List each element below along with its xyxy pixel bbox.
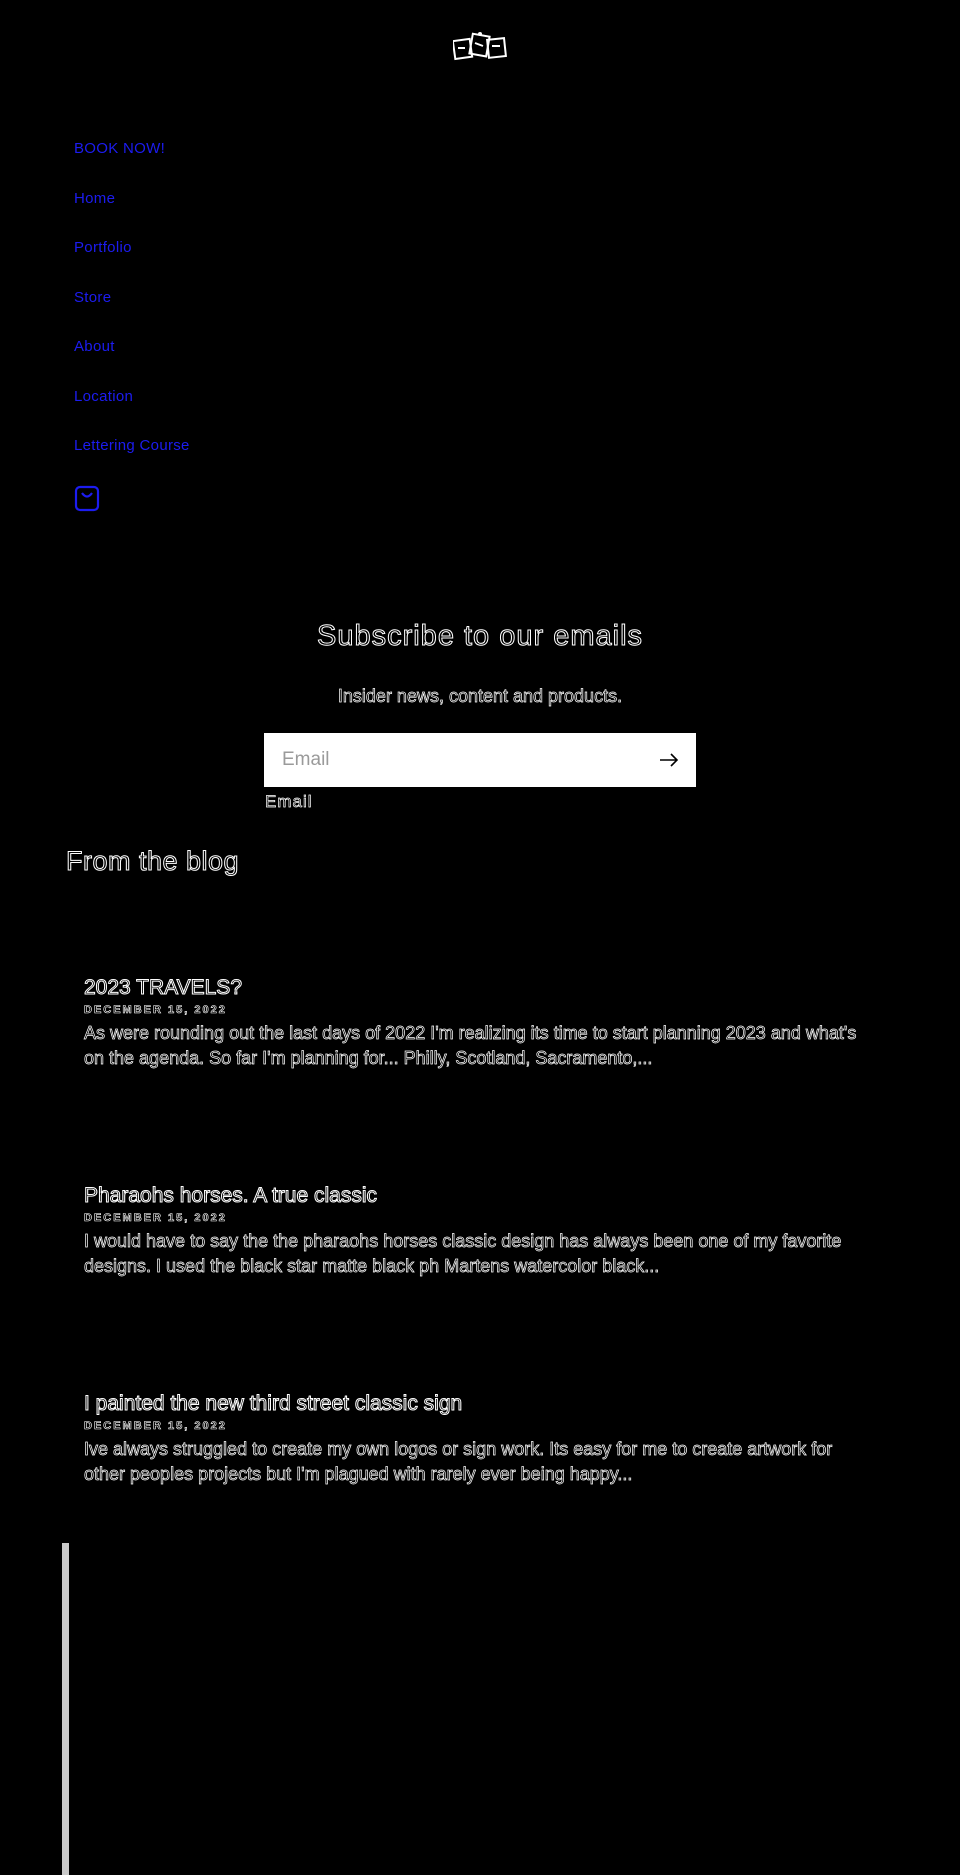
blog-post-excerpt: Ive always struggled to create my own logos or sign work. Its easy for me to create artwork for other peoples projects but I'm plagued with rarely ever being happy...	[84, 1439, 833, 1484]
nav-item-portfolio	[74, 237, 190, 287]
newsletter-title: Subscribe to our emails	[316, 620, 644, 652]
nav-item-store	[74, 287, 190, 337]
newsletter-subtitle: Insider news, content and products.	[337, 686, 623, 706]
nav-link-portfolio[interactable]: Portfolio	[74, 239, 132, 256]
shopping-bag-icon	[74, 484, 100, 512]
nav-link-about[interactable]: About	[74, 338, 115, 355]
blog-post-title[interactable]: Pharaohs horses. A true classic	[84, 1184, 377, 1207]
blog-post-excerpt: As were rounding out the last days of 2022 I'm realizing its time to start planning 2023 and what's on the agenda. So far I'm planning for... Philly, Scotland, Sacramento,...	[84, 1023, 857, 1068]
subscribe-submit-button[interactable]	[642, 733, 696, 787]
nav-item-home	[74, 188, 190, 238]
nav-link-lettering-course[interactable]: Lettering Course	[74, 437, 190, 454]
nav-item-about	[74, 336, 190, 386]
email-input[interactable]	[264, 733, 644, 787]
blog-post-date: DECEMBER 15, 2022	[84, 1420, 227, 1432]
scrollbar-thumb[interactable]	[62, 1543, 69, 1875]
newsletter-form	[264, 733, 696, 787]
blog-post-card	[84, 1183, 874, 1279]
blog-post-date: DECEMBER 15, 2022	[84, 1212, 227, 1224]
arrow-right-icon	[659, 752, 679, 768]
blog-post-card	[84, 975, 874, 1071]
email-field-label: Email	[265, 792, 313, 811]
nav-item-lettering-course	[74, 435, 190, 485]
nav-link-book-now[interactable]: BOOK NOW!	[74, 140, 166, 157]
blog-post-title[interactable]: 2023 TRAVELS?	[84, 976, 242, 999]
nav-link-location[interactable]: Location	[74, 387, 134, 405]
site-logo[interactable]	[453, 30, 507, 64]
logo-icon	[453, 30, 507, 64]
nav-link-home[interactable]: Home	[74, 189, 116, 207]
main-nav	[74, 138, 190, 485]
nav-link-store[interactable]: Store	[74, 288, 112, 306]
cart-button[interactable]	[74, 484, 100, 512]
nav-item-book-now	[74, 138, 190, 188]
blog-post-title[interactable]: I painted the new third street classic sign	[84, 1392, 463, 1415]
blog-post-excerpt: I would have to say the the pharaohs horses classic design has always been one of my favorite designs. I used the black star matte black ph Martens watercolor black...	[84, 1231, 842, 1276]
blog-post-card	[84, 1391, 874, 1487]
nav-item-location	[74, 386, 190, 436]
blog-post-date: DECEMBER 15, 2022	[84, 1004, 227, 1016]
blog-section-heading: From the blog	[66, 846, 240, 876]
